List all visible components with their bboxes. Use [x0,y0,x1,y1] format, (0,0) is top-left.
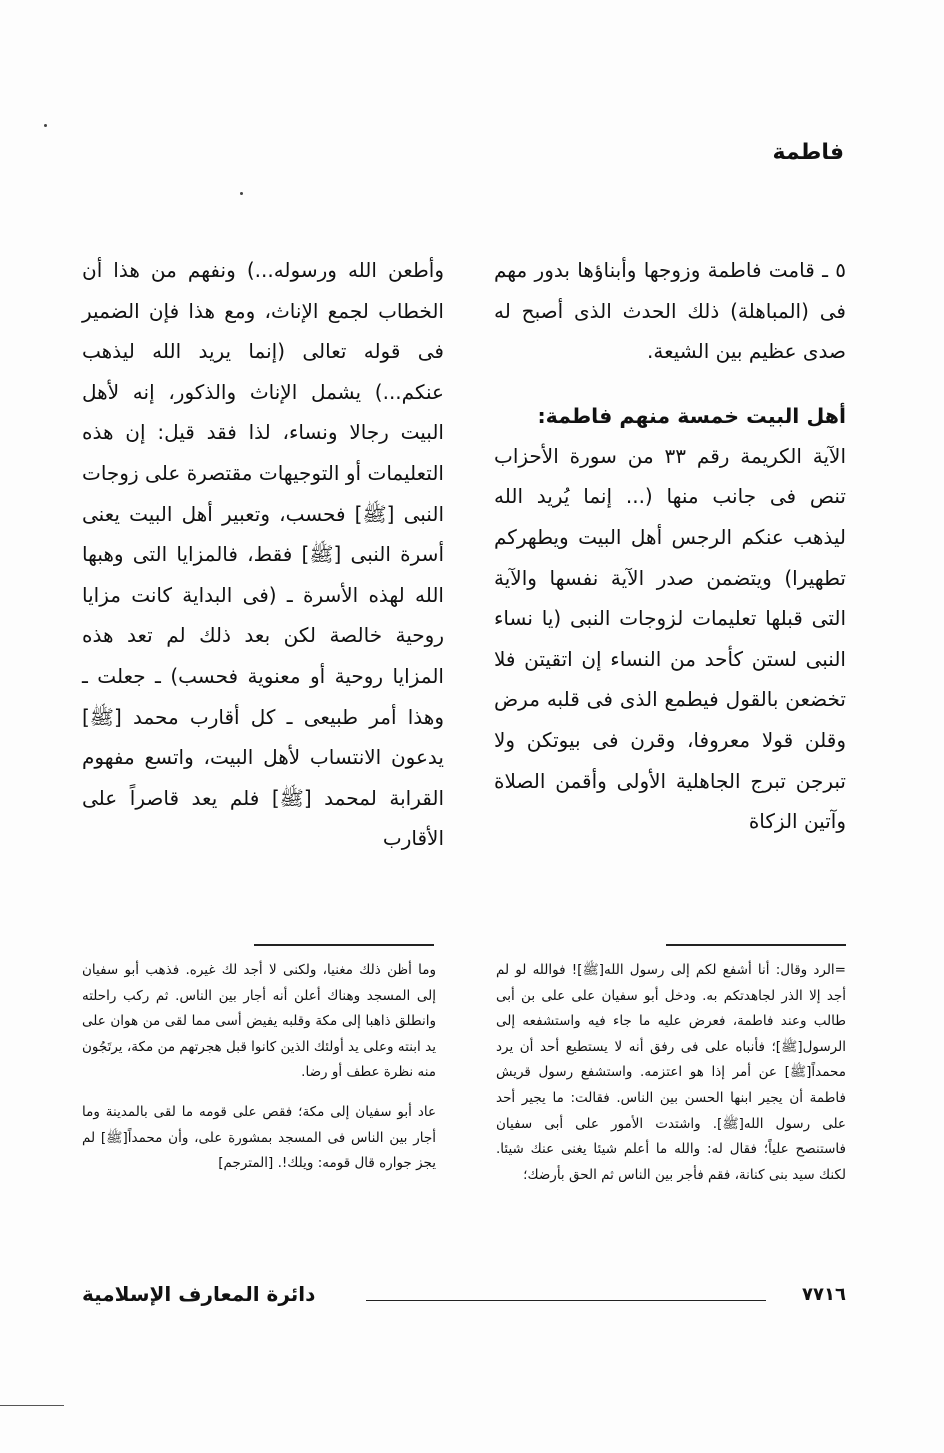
footnote-text: وما أظن ذلك مغنيا، ولكنى لا أجد لك غيره. فذهب أبو سفيان إلى المسجد وهناك أعلن أنه أجار بين الناس. ثم ركب راحلته وانطلق ذاهبا إلى مكة وقلبه يفيض أسى مما لقى من هوان على يد ابنته وعلى يد أولئك الذين كانوا قبل هجرتهم من مكة، يرتَجُون منه نظرة عطف أو رضا. [82,962,436,1081]
scan-speck [44,124,47,127]
footnote-separator-left [254,944,434,946]
footnote-column-right [496,958,846,1188]
footer-rule [366,1300,766,1301]
right-text-column [494,250,846,842]
scan-speck [240,192,243,195]
left-text-column [82,250,444,859]
paragraph-continuation: وأطعن الله ورسوله...) ونفهم من هذا أن الخطاب لجمع الإناث، ومع هذا فإن الضمير فى قوله تعالى (إنما يريد الله ليذهب عنكم...) يشمل الإناث والذكور، إنه لأهل البيت رجالا ونساء، لذا فقد قيل: إن هذه التعليمات أو التوجيهات مقتصرة على زوجات النبى [ﷺ] فحسب، وتعبير أهل البيت يعنى أسرة النبى [ﷺ] فقط، فالمزايا التى وهبها الله لهذه الأسرة ـ (فى البداية كانت مزايا روحية خالصة لكن بعد ذلك لم تعد هذه المزايا روحية أو معنوية فحسب) ـ جعلت ـ وهذا أمر طبيعى ـ كل أقارب محمد [ﷺ] يدعون الانتساب لأهل البيت، واتسع مفهوم القرابة لمحمد [ﷺ] فلم يعد قاصراً على الأقارب [82,258,444,851]
page-number: ٧٧١٦ [802,1284,846,1305]
footnote-column-left [82,958,436,1177]
scan-mark [0,1405,64,1406]
running-head: فاطمة [772,140,844,165]
footnote-text: =الرد وقال: أنا أشفع لكم إلى رسول الله[ﷺ]! فوالله لو لم أجد إلا الذر لجاهدتكم به. ودخل أبو سفيان على على بن أبى طالب وعند فاطمة، فعرض عليه ما جاء فيه واستشفعه إلى الرسول[ﷺ]؛ فأنباه على فى رفق أنه لا يستطيع أحد أن يرد محمداً[ﷺ] عن أمر إذا هو اعتزمه. واستشفع رسول قريش فاطمة أن يجير ابنها الحسن بين الناس. فقالت: ما يجير أحد على رسول الله[ﷺ]. واشتدت الأمور على أبى سفيان فاستنصح علياً؛ فقال له: والله ما أعلم شيئا يغنى عنك شيئا. لكنك سيد بنى كنانة، فقم فأجر بين الناس ثم الحق بأرضك؛ [496,962,846,1183]
footnote-separator-right [666,944,846,946]
page-footer [82,1280,846,1316]
paragraph-verse-33: الآية الكريمة رقم ٣٣ من سورة الأحزاب تنص فى جانب منها (... إنما يُريد الله ليذهب عنكم الرجس أهل البيت ويطهركم تطهيرا) ويتضمن صدر الآية نفسها والآية التى قبلها تعليمات لزوجات النبى (يا نساء النبى لستن كأحد من النساء إن اتقيتن فلا تخضعن بالقول فيطمع الذى فى قلبه مرض وقلن قولا معروفا، وقرن فى بيوتكن ولا تبرجن تبرج الجاهلية الأولى وأقمن الصلاة وآتين الزكاة [494,443,846,834]
footnote-text: عاد أبو سفيان إلى مكة؛ فقص على قومه ما لقى بالمدينة وما أجار بين الناس فى المسجد بمشورة على، وأن محمداً[ﷺ] لم يجز جواره قال قومه: ويلك!. [المترجم] [82,1103,436,1172]
paragraph-mubahala: ٥ ـ قامت فاطمة وزوجها وأبناؤها بدور مهم فى (المباهلة) ذلك الحدث الذى أصبح له صدى عظيم بين الشيعة. [494,258,846,364]
section-heading: أهل البيت خمسة منهم فاطمة: [537,403,846,428]
publication-title: دائرة المعارف الإسلامية [82,1282,316,1306]
